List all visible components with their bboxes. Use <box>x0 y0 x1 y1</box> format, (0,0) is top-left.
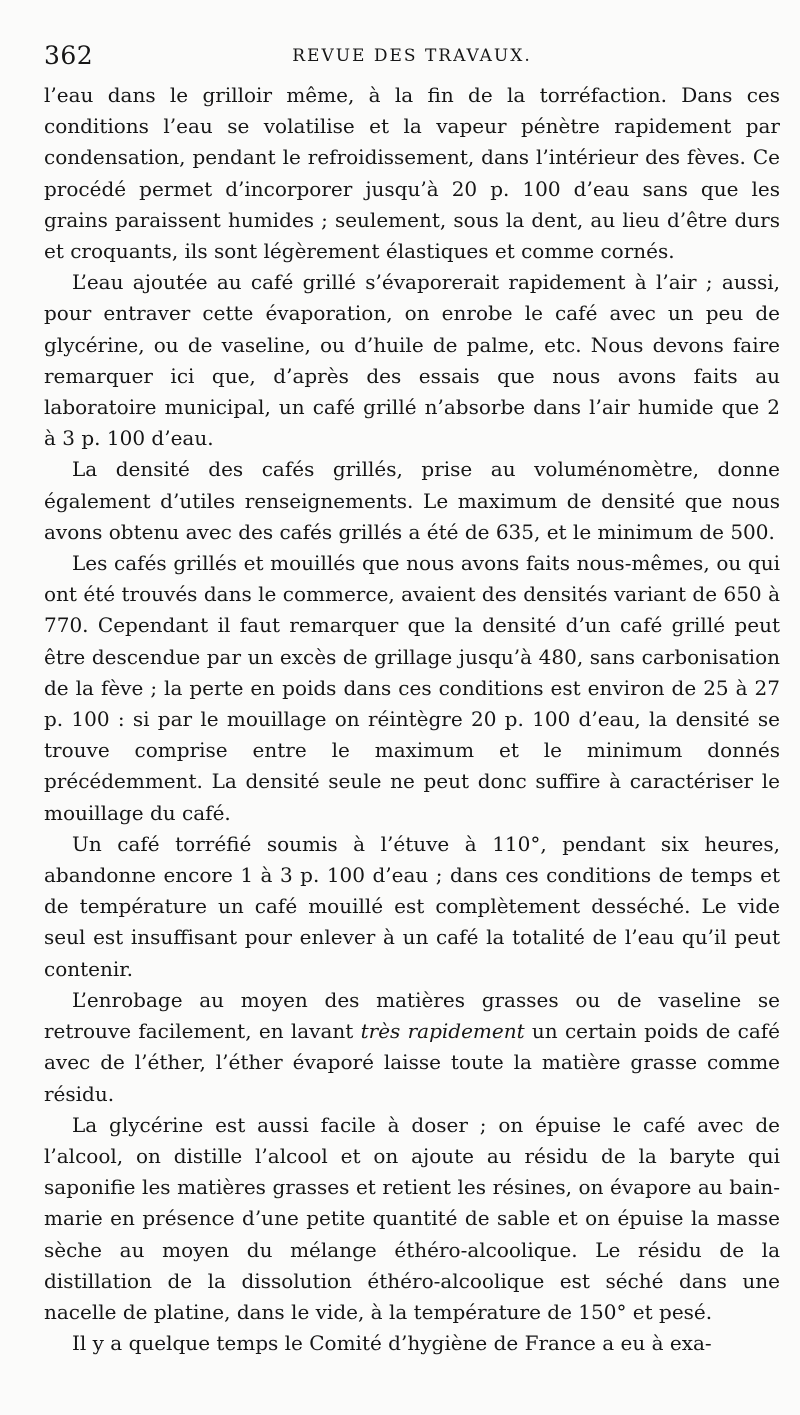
grease-text-before: L’enrobage au moyen des matières grasses ou de vaseline se retrouve facilement, en lavant <box>44 987 780 1044</box>
paragraph-grease-coating <box>44 985 780 1110</box>
paragraph-glycerine: La glycérine est aussi facile à doser ; on épuise le café avec de l’alcool, on distille l’alcool et on ajoute au résidu de la baryte qui saponifie les matières grasses et retient les résines, on évapore au bain-marie en présence d’une petite quantité de sable et on épuise la masse sèche au moyen du mélange éthéro-alcoolique. Le résidu de la distillation de la dissolution éthéro-alcoolique est séché dans une nacelle de platine, dans le vide, à la température de 150° et pesé. <box>44 1112 780 1324</box>
page-number: 362 <box>44 41 94 70</box>
grease-emphasis: très rapidement <box>360 1019 525 1044</box>
paragraph-oven-drying: Un café torréfié soumis à l’étuve à 110°, pendant six heures, abandonne encore 1 à 3 p. 100 d’eau ; dans ces conditions de temps et de température un café mouillé est complètement desséché. Le vide seul est insuffisant pour enlever à un café la totalité de l’eau qu’il peut contenir. <box>44 831 780 981</box>
grease-text-after: un certain poids de café avec de l’éther, l’éther évaporé laisse toute la matière grasse comme résidu. <box>44 1019 780 1106</box>
paragraph-last: Il y a quelque temps le Comité d’hygiène de France a eu à exa- <box>72 1331 712 1356</box>
body-text <box>44 80 780 1359</box>
page-header <box>44 40 780 72</box>
paragraph-wet-coffee-density: Les cafés grillés et mouillés que nous avons faits nous-mêmes, ou qui ont été trouvés dans le commerce, avaient des densités variant de 650 à 770. Cependant il faut remarquer que la densité d’un café grillé peut être descendue par un excès de grillage jusqu’à 480, sans carbonisation de la fève ; la perte en poids dans ces conditions est environ de 25 à 27 p. 100 : si par le mouillage on réintègre 20 p. 100 d’eau, la densité se trouve comprise entre le maximum et le minimum donnés précédemment. La densité seule ne peut donc suffire à caractériser le mouillage du café. <box>44 551 780 825</box>
paragraph-evaporation: L’eau ajoutée au café grillé s’évaporerait rapidement à l’air ; aussi, pour entraver cette évaporation, on enrobe le café avec un peu de glycérine, ou de vaseline, ou d’huile de palme, etc. Nous devons faire remarquer ici que, d’après des essais que nous avons faits au laboratoire municipal, un café grillé n’absorbe dans l’air humide que 2 à 3 p. 100 d’eau. <box>44 270 780 451</box>
running-head: REVUE DES TRAVAUX. <box>292 46 532 66</box>
paragraph-continuation: l’eau dans le grilloir même, à la fin de la torréfaction. Dans ces conditions l’eau se volatilise et la vapeur pénètre rapidement par condensation, pendant le refroidissement, dans l’intérieur des fèves. Ce procédé permet d’incorporer jusqu’à 20 p. 100 d’eau sans que les grains paraissent humides ; seulement, sous la dent, au lieu d’être durs et croquants, ils sont légèrement élastiques et comme cornés. <box>44 83 780 264</box>
paragraph-density: La densité des cafés grillés, prise au voluménomètre, donne également d’utiles renseignements. Le maximum de densité que nous avons obtenu avec des cafés grillés a été de 635, et le minimum de 500. <box>44 457 780 544</box>
